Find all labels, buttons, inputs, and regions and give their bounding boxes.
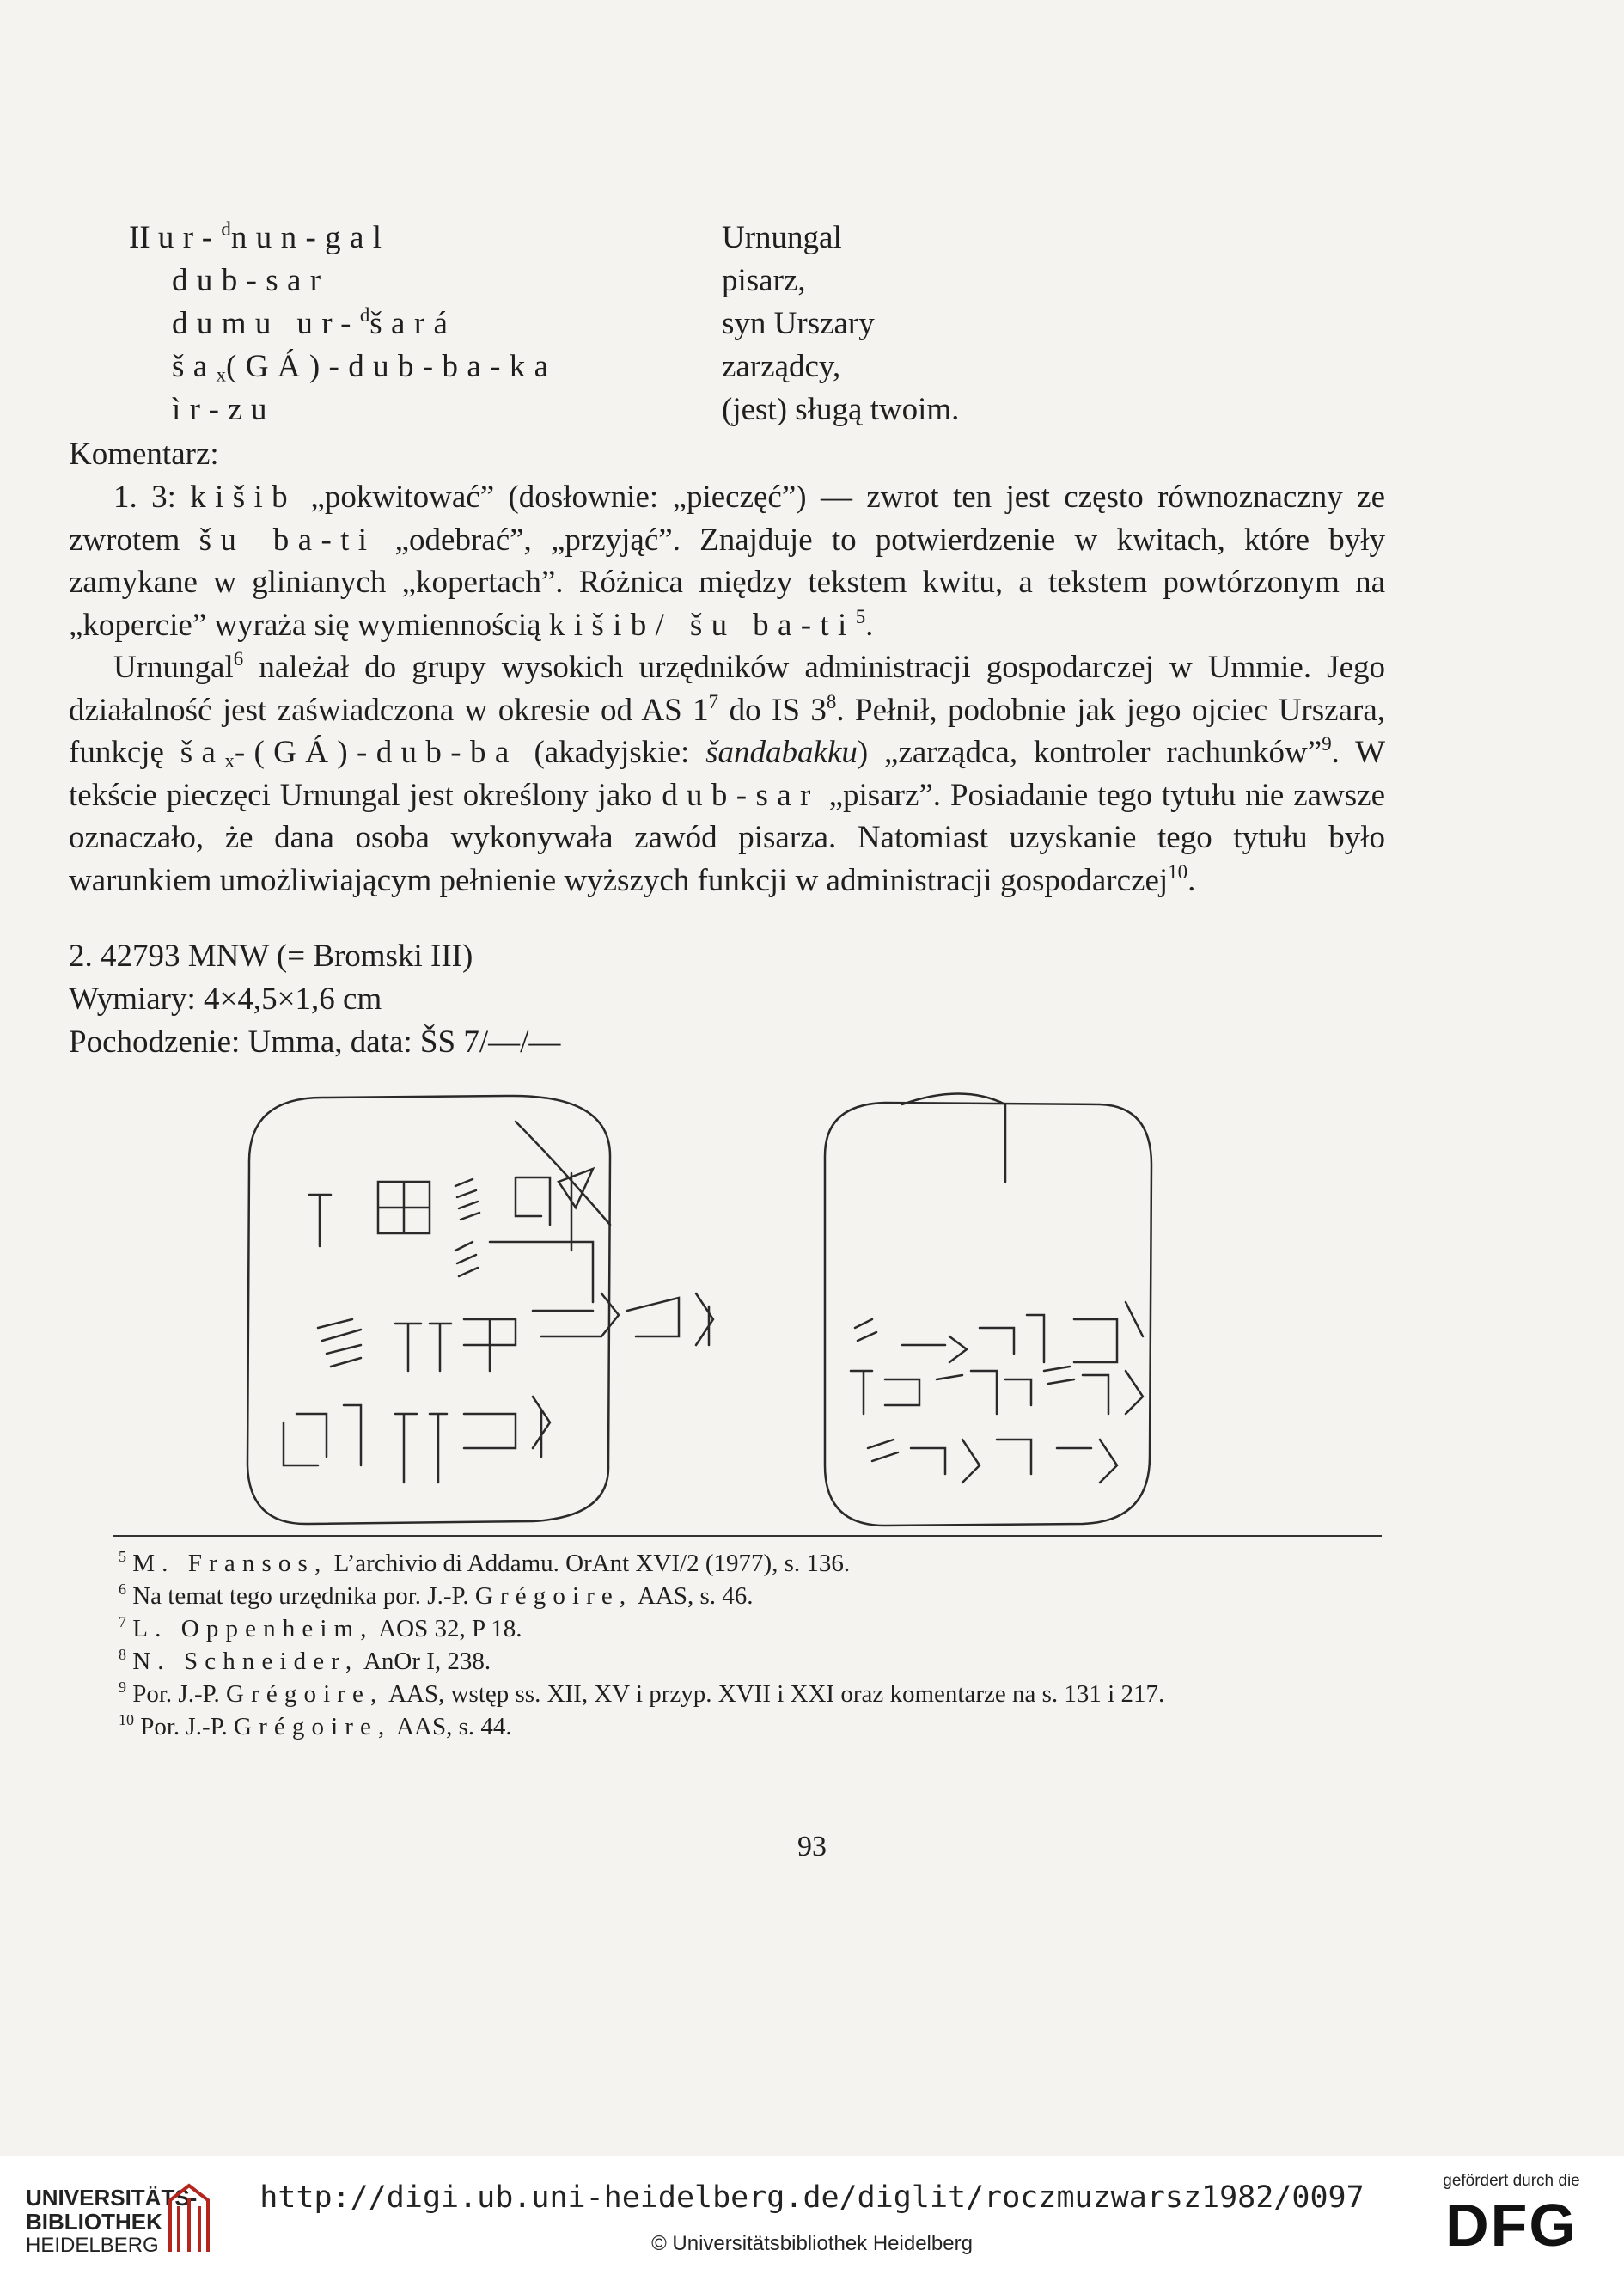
footnote-separator — [113, 1535, 1382, 1537]
commentary-paragraph-1: 1. 3: kišib „pokwitować” (dosłownie: „pieczęć”) — zwrot ten jest często równoznaczny ze zwrotem šu ba-ti „odebrać”, „przyjąć”. Znajduje to potwierdzenie w kwitach, które były zamykane w glinianych „kopertach”. Różnica między tekstem kwitu, a tekstem powtórzonym na „kopercie” wyraża się wymiennością kišib/ šu $ba-ti^5$. — [69, 480, 1386, 643]
seal-transliteration — [129, 217, 988, 431]
translit-translation: pisarz, — [722, 263, 806, 298]
footnote-9: $^9$ Por. J.-P. Grégoire, AAS, wstęp ss. XII, XV i przyp. XVII i XXI oraz komentarze na s. 131 i 217. — [119, 1678, 1165, 1708]
translit-translation: Urnungal — [722, 220, 842, 255]
footnote-7: $^7$ L. Oppenheim, AOS 32, P 18. — [119, 1612, 522, 1642]
translit-sumerian: dub-sar — [172, 263, 330, 298]
item-2-heading: 2. 42793 MNW (= Bromski III) — [69, 939, 473, 974]
dimensions-line: Wymiary: 4×4,5×1,6 cm — [69, 982, 382, 1017]
translit-line-4 — [129, 346, 988, 388]
footnote-8: $^8$ N. Schneider, AnOr I, 238. — [119, 1645, 491, 1675]
permalink-url[interactable]: http://digi.ub.uni-heidelberg.de/diglit/roczmuzwarsz1982/0097 — [259, 2180, 1365, 2215]
translit-line-1 — [129, 217, 988, 260]
page-number: 93 — [797, 1831, 827, 1862]
dfg-logo[interactable]: gefördert durch die DFG — [1443, 2172, 1580, 2259]
provenance-line: Pochodzenie: Umma, data: ŠS 7/—/— — [69, 1024, 561, 1060]
translit-sumerian: dumu ur-$^d$šará — [172, 303, 457, 341]
footnotes — [69, 1547, 1358, 1743]
translit-translation: (jest) sługą twoim. — [722, 392, 960, 427]
tablet-obverse-drawing — [247, 1096, 713, 1524]
translit-translation: syn Urszary — [722, 306, 875, 341]
footnote-6: $^6$ Na temat tego urzędnika por. J.-P. Grégoire, AAS, s. 46. — [119, 1580, 754, 1610]
komentarz-heading: Komentarz: — [69, 437, 219, 472]
footnote-10: $^{10}$ Por. J.-P. Grégoire, AAS, s. 44. — [119, 1710, 512, 1740]
translit-line-3 — [129, 303, 988, 346]
translit-line-5 — [129, 388, 988, 431]
translit-translation: zarządcy, — [722, 349, 841, 384]
digitization-footer — [0, 2156, 1624, 2281]
cuneiform-tablet-drawing — [232, 1087, 1220, 1534]
footnote-5: $^5$ M. Fransos, L’archivio di Addamu. OrAnt XVI/2 (1977), s. 136. — [119, 1547, 851, 1577]
commentary-body — [69, 476, 1385, 902]
translit-sumerian: $ša_x(GÁ)-dub-ba-ka$ — [172, 349, 558, 386]
commentary-paragraph-2: Urnungal$^6$ należał do grupy wysokich urzędników administracji gospodarczej w Ummie. Jego działalność jest zaświadczona w okresie od AS $1^7$ do IS $3^8$. Pełnił, podobnie jak jego ojciec Urszara, funkcję $ša_x-(GÁ)-dub-ba$ (akadyjskie: šandabakku) „zarządca, kontroler rachunków”$^9$. W tekście pieczęci Urnungal jest określony jako dub-sar „pisarz”. Posiadanie tego tytułu nie zawsze oznaczało, że dana osoba wykonywała zawód pisarza. Natomiast uzyskanie tego tytułu było warunkiem umożliwiającym pełnienie wyższych funkcji w administracji gospodarczej$^{10}$. — [69, 647, 1385, 898]
translit-sumerian: ìr-zu — [172, 392, 276, 427]
copyright-notice: © Universitätsbibliothek Heidelberg — [651, 2232, 973, 2255]
translit-line-2 — [129, 260, 988, 303]
tablet-reverse-drawing — [825, 1094, 1151, 1526]
translit-sumerian: II ur-$^d$nun-gal — [129, 217, 391, 255]
university-library-logo[interactable]: UNIVERSITÄTS- BIBLIOTHEK HEIDELBERG — [26, 2186, 197, 2258]
